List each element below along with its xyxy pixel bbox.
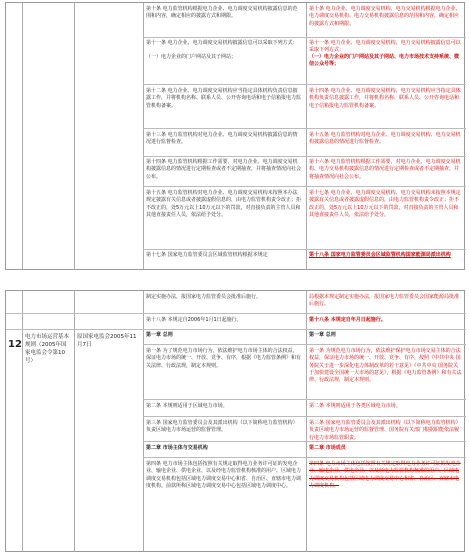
top-right-article-16: 第十六条 电力监管机构根据工作需要，对电力企业、电力调度交易机构、电力交易机构披露信息的情况进行定期检查或者不定期抽查，并将抽查情况向社会公布。 [309,159,461,180]
bottom-left-article-2: 第二条 本规则适用于区域电力市场。 [146,403,228,409]
top-page [0,0,469,273]
bottom-left-article-1: 第一条 为了规范电力市场行为，依法维护电力市场主体的合法权益，保证电力市场的统一、开放、竞争、有序，根据《电力监管条例》和有关法律、行政法规，制定本规则。 [146,348,302,369]
top-table [5,2,465,270]
bottom-page [0,290,469,553]
top-right-article-17: 第十七条 电力企业、电力调度交易机构、电力交易机构未按照本规定披露有关信息或者披露虚假信息的，由电力监管机构责令改正；拒不改正的，处5万元以上10万元以下的罚款，对直接负责的主管人员和其他直接责任人员，依法给予处分。 [309,190,461,218]
top-right-article-10: 第十条 电力企业、电力调度交易机构、电力交易机构根据电力企业、电力调度交易机构、电力交易机构披露信息的范围和内容，确定相应的披露方式和期限。 [309,6,461,27]
bottom-right-chapter-2: 第二章 市场成员 [309,445,346,451]
top-left-article-12: 第十二条 电力企业、电力调度交易机构应当指定具体机构负责信息披露工作，并将机构名称、联系人员、公开咨询电话和电子信箱报电力监管机构备案。 [146,88,302,109]
top-right-article-18: 第十八条 国家电力监管委员会区域监管机构国家能源局派出机构 [309,252,451,258]
bottom-right-continuation: 局根据本规定制定实施办法，报国家电力监管委员会国家能源局批准后施行。 [309,294,460,308]
top-left-article-11: 第十一条 电力企业、电力调度交易机构披露信息可以采取下列方式： [146,40,298,46]
bottom-left-chapter-2: 第二章 市场主体与交易机构 [146,445,208,451]
bottom-left-chapter-1: 第一章 总则 [146,332,173,338]
bottom-right-article-2: 第二条 本规则适用于各类区域电力市场。 [309,403,401,409]
bottom-right-article-4: 第四条 电力市场主体包括按照有关规定取得电力业务许可证的发电企业、输电企业、供电企业、以及经电力监管机构核准的用户。区域电力调度交易机构包括区域电力调度交易中心和省、自治区、直辖市电力调度机构。 [309,461,461,489]
bottom-left-continuation: 制定实施办法，报国家电力监管委员会批准后施行。 [146,294,262,300]
bottom-right-chapter-1: 第一章 总则 [309,332,336,338]
top-right-article-11: 第十一条 电力企业、电力调度交易机构、电力交易机构披露信息可以采取下列方式： [309,40,461,53]
bottom-right-effective-date: 第十八条 本规定自年月日起施行。 [309,317,386,323]
top-left-article-11-item-1: （一）电力企业的门户网站及其子网站； [146,54,237,60]
issuer-and-date: 原国家电监会2005年11月7日 [77,334,137,348]
top-right-article-15: 第十五条 电力监管机构对电力企业、电力调度交易机构、电力交易机构披露信息的情况进行监督检查。 [309,132,461,146]
bottom-left-effective-date: 第十八条 本规定自2006年1月1日起施行。 [146,317,242,323]
bottom-right-article-3: 第三条 国家电力监管委员会及其派出机构（以下简称电力监管机构）负责区域电力市场运营的监督管理、国务院有关部门根据职能依法履行电力市场监管职责。 [309,420,461,440]
bottom-table [5,290,465,552]
bottom-left-article-4: 第四条 电力市场主体包括按照有关规定取得电力业务许可证的发电企业、输电企业、供电企业、以及经电力监管机构核准的用户。区域电力调度交易机构包括区域电力调度交易中心和省、自治区、直辖市电力调度机构。前款所称区域电力调度交易中心包括区域电力调度中心。 [146,461,302,489]
row-number: 12 [8,339,22,350]
bottom-right-article-1: 第一条 为规范电力市场行为，依法维护保护电力市场交易主体的合法权益，保证电力市场的统一、开放、竞争、有序，按照《中共中央 国务院关于进一步深化电力体制改革的若干意见》《中共中央 国务院关于加快建设全国统一大市场的意见》，根据《电力监管条例》和有关法律、行政法规，制定本规则。 [309,348,462,383]
top-left-article-17: 第十七条 国家电力监管委员会区域监管机构根据本规定 [146,252,268,258]
top-left-article-13: 第十三条 电力监管机构对电力企业、电力调度交易机构披露信息的情况进行监督检查。 [146,132,298,146]
top-left-article-10: 第十条 电力监管机构根据电力企业、电力调度交易机构披露信息的范围和内容，确定相应的披露方式和期限。 [146,6,298,20]
top-right-article-14: 第十四条 电力企业、电力调度交易机构、电力交易机构应当指定具体机构负责信息披露工作，并将机构名称、联系人员、公开咨询电话和电子信箱报电力监管机构备案。 [309,88,461,109]
top-right-article-11-item-1: （一）电力企业的门户网站及其子网站、电力市场技术支持系统、微信公众号等； [309,54,460,68]
bottom-left-article-3: 第三条 国家电力监管委员会及其派出机构（以下简称电力监管机构）负责区域电力市场运营的监督管理。 [146,420,298,434]
regulation-name: 电力市场运营基本规则（2005年国家电监会令第10号） [25,334,70,364]
top-left-article-14: 第十四条 电力监管机构根据工作需要，对电力企业、电力调度交易机构披露信息的情况进行定期检查或者不定期抽查，并将抽查情况向社会公布。 [146,159,302,180]
top-left-article-15: 第十五条 电力监管机构对电力企业、电力调度交易机构未按照本办法规定披露有关信息或者披露虚假信息的，由电力监管机构责令改正；拒不改正的，处5万元以上10万元以下的罚款，对直接负责的主管人员和其他直接责任人员，依法给予处分。 [146,190,302,218]
